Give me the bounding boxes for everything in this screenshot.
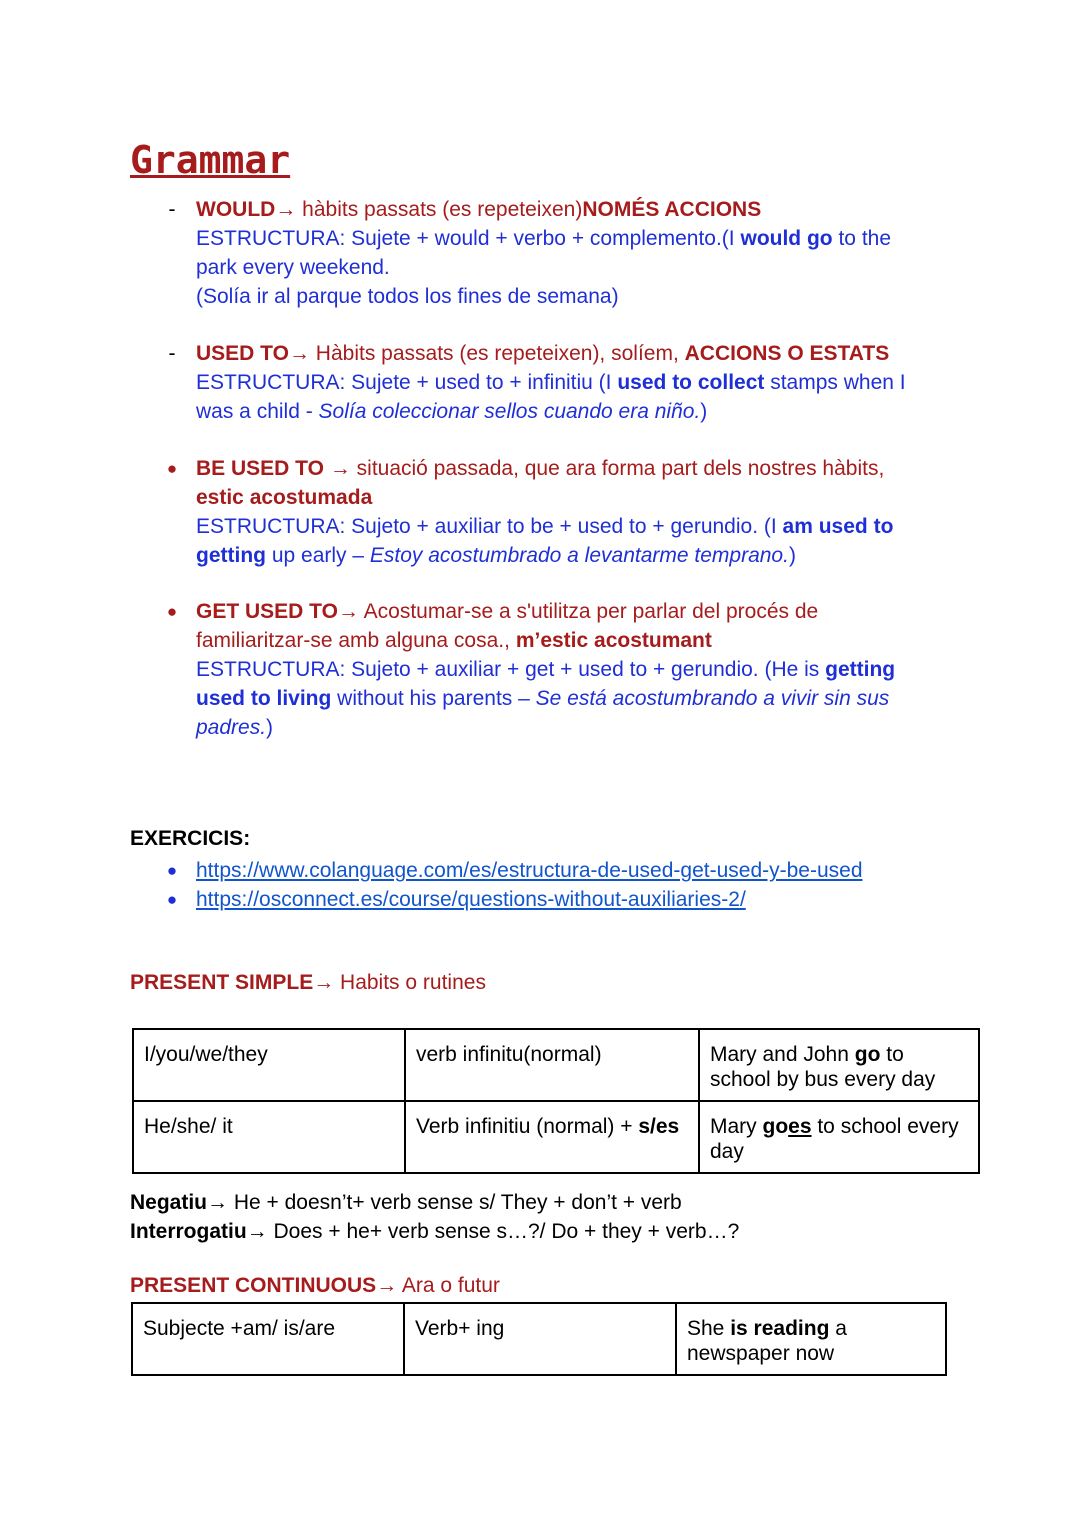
table-row xyxy=(133,1101,979,1173)
present-continuous-table xyxy=(131,1302,947,1376)
table-cell xyxy=(132,1303,404,1375)
exercise-link-item xyxy=(166,885,746,914)
bullet-marker: ● xyxy=(166,459,178,478)
used-to-example-tail: stamps when I xyxy=(764,371,906,394)
exercises-title: EXERCICIS: xyxy=(130,827,251,850)
used-to-heading: USED TO xyxy=(196,342,289,365)
be-used-to-example-bold: am used to xyxy=(782,515,894,538)
table-cell xyxy=(699,1029,979,1101)
would-structure: ESTRUCTURA: Sujete + would + verbo + complemento.(I xyxy=(196,227,741,250)
closing-paren: ) xyxy=(266,716,274,739)
example-tail: to school every xyxy=(811,1115,959,1138)
table-row xyxy=(133,1029,979,1101)
arrow: → xyxy=(329,457,351,480)
dash-marker: - xyxy=(168,198,176,221)
arrow: → xyxy=(288,342,310,365)
verb-suffix: s/es xyxy=(638,1115,680,1138)
exercise-link-colanguage[interactable]: https://www.colanguage.com/es/estructura-de-used-get-used-y-be-used xyxy=(196,859,863,882)
get-used-to-structure: ESTRUCTURA: Sujeto + auxiliar + get + used to + gerundio. (He is xyxy=(196,658,826,681)
would-example-bold: would go xyxy=(740,227,833,250)
get-used-to-translation-2: padres. xyxy=(196,716,267,739)
present-simple-heading: PRESENT SIMPLE xyxy=(130,971,314,994)
would-note: NOMÉS ACCIONS xyxy=(582,198,762,221)
used-to-note: ACCIONS O ESTATS xyxy=(684,342,890,365)
section-get-used-to xyxy=(166,597,936,742)
get-used-to-heading: GET USED TO xyxy=(196,600,338,623)
table-cell xyxy=(699,1101,979,1173)
present-simple-title xyxy=(130,971,486,995)
example-cont: newspaper now xyxy=(687,1342,835,1365)
be-used-to-heading: BE USED TO xyxy=(196,457,324,480)
subject-cell: Subjecte +am/ is/are xyxy=(143,1317,336,1340)
table-cell xyxy=(133,1029,405,1101)
table-cell xyxy=(133,1101,405,1173)
get-used-to-description: Acostumar-se a s'utilitza per parlar del procés de xyxy=(358,600,819,623)
exercise-link-osconnect[interactable]: https://osconnect.es/course/questions-without-auxiliaries-2/ xyxy=(196,888,746,911)
verb-cell: Verb infinitiu (normal) + xyxy=(416,1115,639,1138)
table-cell xyxy=(676,1303,946,1375)
bullet-marker: ● xyxy=(166,890,178,909)
get-used-to-example-bold-2: used to living xyxy=(196,687,332,710)
get-used-to-description-2: familiaritzar-se amb alguna cosa., xyxy=(196,629,516,652)
example-bold: is reading xyxy=(730,1317,830,1340)
table-cell xyxy=(405,1029,699,1101)
example-tail: to xyxy=(880,1043,904,1066)
be-used-to-description: situació passada, que ara forma part dels nostres hàbits, xyxy=(350,457,885,480)
example-text: She xyxy=(687,1317,731,1340)
arrow: → xyxy=(275,198,297,221)
negative-rule xyxy=(130,1188,682,1217)
example-bold: go xyxy=(854,1043,881,1066)
interrogative-text: Does + he+ verb sense s…?/ Do + they + verb…? xyxy=(267,1220,740,1243)
used-to-translation: Solía coleccionar sellos cuando era niño. xyxy=(318,400,701,423)
used-to-example-bold: used to collect xyxy=(617,371,765,394)
negative-text: He + doesn’t+ verb sense s/ They + don’t + verb xyxy=(228,1191,682,1214)
present-continuous-title xyxy=(130,1274,500,1298)
get-used-to-example-bold: getting xyxy=(825,658,896,681)
table-cell xyxy=(405,1101,699,1173)
table-cell xyxy=(404,1303,676,1375)
page-title: Grammar xyxy=(130,138,291,182)
interrogative-rule xyxy=(130,1217,739,1246)
section-would xyxy=(168,195,936,311)
present-continuous-heading: PRESENT CONTINUOUS xyxy=(130,1274,377,1297)
used-to-structure: ESTRUCTURA: Sujete + used to + infinitiu (I xyxy=(196,371,618,394)
arrow: → xyxy=(313,971,335,994)
example-text: Mary xyxy=(710,1115,763,1138)
get-used-to-translation: Se está acostumbrando a vivir sin sus xyxy=(535,687,890,710)
bullet-marker: ● xyxy=(166,861,178,880)
used-to-example-cont: was a child - xyxy=(196,400,319,423)
present-continuous-subtitle: Ara o futur xyxy=(397,1274,500,1297)
arrow: → xyxy=(207,1191,229,1214)
would-description: hàbits passats (es repeteixen) xyxy=(302,198,583,221)
would-example-cont: park every weekend. xyxy=(196,256,390,279)
get-used-to-note: m’estic acostumant xyxy=(515,629,712,652)
subject-cell: I/you/we/they xyxy=(144,1043,268,1066)
section-be-used-to xyxy=(166,454,936,570)
example-tail: a xyxy=(829,1317,847,1340)
get-used-to-example-tail: without his parents – xyxy=(331,687,536,710)
present-simple-subtitle: Habits o rutines xyxy=(334,971,486,994)
arrow: → xyxy=(376,1274,398,1297)
bullet-marker: ● xyxy=(166,602,178,621)
used-to-description: Hàbits passats (es repeteixen), solíem, xyxy=(309,342,685,365)
table-row xyxy=(132,1303,946,1375)
would-translation: (Solía ir al parque todos los fines de semana) xyxy=(196,285,619,308)
be-used-to-translation: Estoy acostumbrado a levantarme temprano. xyxy=(369,544,789,567)
arrow: → xyxy=(337,600,359,623)
example-bold: go xyxy=(762,1115,789,1138)
arrow: → xyxy=(246,1220,268,1243)
would-heading: WOULD xyxy=(196,198,276,221)
verb-cell: verb infinitu(normal) xyxy=(416,1043,602,1066)
section-used-to xyxy=(168,339,936,426)
be-used-to-example-bold-2: getting xyxy=(196,544,266,567)
be-used-to-example-tail: up early – xyxy=(265,544,370,567)
example-cont: school by bus every day xyxy=(710,1068,936,1091)
interrogative-label: Interrogatiu xyxy=(130,1220,247,1243)
be-used-to-structure: ESTRUCTURA: Sujeto + auxiliar to be + used to + gerundio. (I xyxy=(196,515,783,538)
closing-paren: ) xyxy=(788,544,796,567)
negative-label: Negatiu xyxy=(130,1191,208,1214)
present-simple-table xyxy=(132,1028,980,1174)
dash-marker: - xyxy=(168,342,176,365)
be-used-to-note: estic acostumada xyxy=(196,486,373,509)
closing-paren: ) xyxy=(700,400,708,423)
example-text: Mary and John xyxy=(710,1043,855,1066)
subject-cell: He/she/ it xyxy=(144,1115,233,1138)
example-bold-underlined: es xyxy=(788,1115,812,1138)
would-example-tail: to the xyxy=(832,227,892,250)
verb-cell: Verb+ ing xyxy=(415,1317,505,1340)
exercise-link-item xyxy=(166,856,863,885)
example-cont: day xyxy=(710,1140,744,1163)
